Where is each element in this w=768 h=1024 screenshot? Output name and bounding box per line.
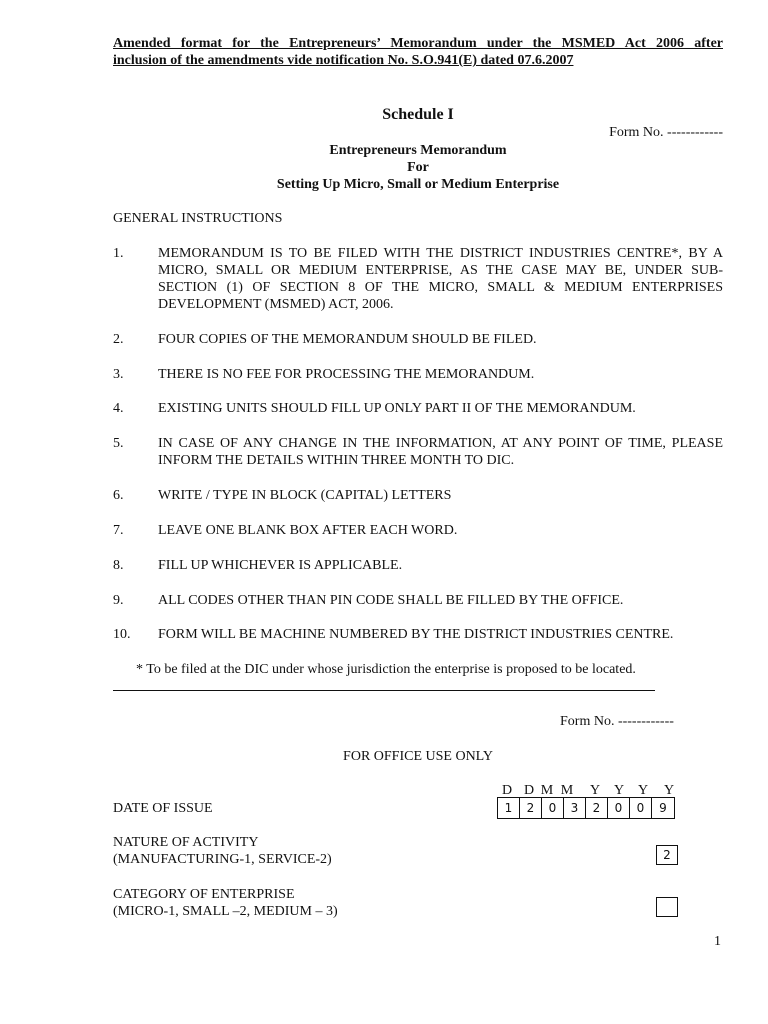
page-number: 1 — [714, 934, 721, 949]
instruction-text: FOUR COPIES OF THE MEMORANDUM SHOULD BE FILED. — [158, 332, 537, 347]
instruction-text: MEMORANDUM IS TO BE FILED WITH THE DISTRICT INDUSTRIES CENTRE*, BY A MICRO, SMALL OR MEDIUM ENTERPRISE, AS THE CASE MAY BE, UNDER SUB-SECTION (1) OF SECTION 8 OF THE MICRO, SMALL & MEDIUM ENTERPRISES DEVELOPMENT (MSMED) ACT, 2006. — [158, 246, 723, 312]
date-digit-box[interactable]: 9 — [659, 801, 667, 815]
instruction-item — [113, 245, 723, 313]
nature-of-activity-label-line-1: NATURE OF ACTIVITY — [113, 835, 259, 850]
office-use-heading: FOR OFFICE USE ONLY — [343, 749, 493, 764]
date-header-letter: M — [540, 783, 554, 798]
instruction-text: LEAVE ONE BLANK BOX AFTER EACH WORD. — [158, 523, 458, 538]
instruction-number: 6. — [113, 488, 124, 503]
date-of-issue-field[interactable] — [497, 797, 675, 819]
memorandum-title-line-2: For — [407, 160, 429, 175]
memorandum-title — [0, 142, 768, 193]
header-line-2: inclusion of the amendments vide notification No. S.O.941(E) dated 07.6.2007 — [113, 53, 574, 68]
instruction-number: 7. — [113, 523, 124, 538]
date-header-letter: Y — [613, 783, 625, 798]
section-divider — [113, 690, 655, 691]
nature-of-activity-box[interactable]: 2 — [656, 845, 678, 865]
date-header-letter: D — [523, 783, 535, 798]
instruction-item — [113, 487, 723, 504]
date-of-issue-label: DATE OF ISSUE — [113, 801, 213, 816]
instruction-text: WRITE / TYPE IN BLOCK (CAPITAL) LETTERS — [158, 488, 452, 503]
category-of-enterprise-box[interactable] — [656, 897, 678, 917]
memorandum-title-line-3: Setting Up Micro, Small or Medium Enterprise — [276, 177, 560, 192]
instruction-number: 5. — [113, 436, 124, 451]
category-of-enterprise-label-line-2: (MICRO-1, SMALL –2, MEDIUM – 3) — [113, 904, 338, 919]
form-number-office: Form No. ------------ — [560, 714, 674, 729]
instruction-item — [113, 522, 723, 539]
date-digit-box[interactable]: 2 — [586, 798, 608, 818]
date-digit-box[interactable]: 0 — [542, 798, 564, 818]
memorandum-title-line-1: Entrepreneurs Memorandum — [329, 143, 507, 158]
date-digit-box[interactable]: 0 — [608, 798, 630, 818]
instruction-item — [113, 366, 723, 383]
instruction-number: 2. — [113, 332, 124, 347]
date-header-letter: M — [560, 783, 574, 798]
general-instructions-heading: GENERAL INSTRUCTIONS — [113, 211, 283, 226]
instruction-number: 4. — [113, 401, 124, 416]
instruction-number: 3. — [113, 367, 124, 382]
document-header — [113, 35, 723, 69]
instruction-item — [113, 400, 723, 417]
instruction-number: 1. — [113, 246, 124, 261]
instruction-item — [113, 626, 723, 643]
date-header-letter: Y — [637, 783, 649, 798]
instruction-number: 8. — [113, 558, 124, 573]
instruction-text: FILL UP WHICHEVER IS APPLICABLE. — [158, 558, 403, 573]
date-digit-box[interactable]: 2 — [520, 798, 542, 818]
category-of-enterprise-label-line-1: CATEGORY OF ENTERPRISE — [113, 887, 295, 902]
nature-of-activity-label-line-2: (MANUFACTURING-1, SERVICE-2) — [113, 852, 332, 867]
footnote: * To be filed at the DIC under whose jurisdiction the enterprise is proposed to be located. — [136, 662, 636, 677]
instruction-number: 9. — [113, 593, 124, 608]
instruction-text: IN CASE OF ANY CHANGE IN THE INFORMATION, AT ANY POINT OF TIME, PLEASE INFORM THE DETAILS WITHIN THREE MONTH TO DIC. — [158, 436, 723, 468]
date-header-letter: Y — [663, 783, 675, 798]
nature-of-activity-label — [113, 834, 332, 868]
category-of-enterprise-label — [113, 886, 338, 920]
instruction-text: THERE IS NO FEE FOR PROCESSING THE MEMORANDUM. — [158, 367, 535, 382]
instruction-number: 10. — [113, 627, 131, 642]
date-digit-box[interactable]: 1 — [498, 798, 520, 818]
date-header-letter: D — [501, 783, 513, 798]
instruction-item — [113, 331, 723, 348]
date-header-letter: Y — [589, 783, 601, 798]
date-digit-box[interactable]: 3 — [564, 798, 586, 818]
form-number-top: Form No. ------------ — [609, 125, 723, 140]
instruction-item — [113, 557, 723, 574]
header-line-1: Amended format for the Entrepreneurs’ Memorandum under the MSMED Act 2006 after — [113, 36, 723, 51]
instruction-text: ALL CODES OTHER THAN PIN CODE SHALL BE FILLED BY THE OFFICE. — [158, 593, 624, 608]
instruction-item — [113, 592, 723, 609]
instruction-item — [113, 435, 723, 469]
instruction-text: EXISTING UNITS SHOULD FILL UP ONLY PART II OF THE MEMORANDUM. — [158, 401, 636, 416]
instruction-text: FORM WILL BE MACHINE NUMBERED BY THE DISTRICT INDUSTRIES CENTRE. — [158, 627, 674, 642]
schedule-title: Schedule I — [382, 106, 454, 123]
date-digit-box[interactable]: 0 — [630, 798, 652, 818]
